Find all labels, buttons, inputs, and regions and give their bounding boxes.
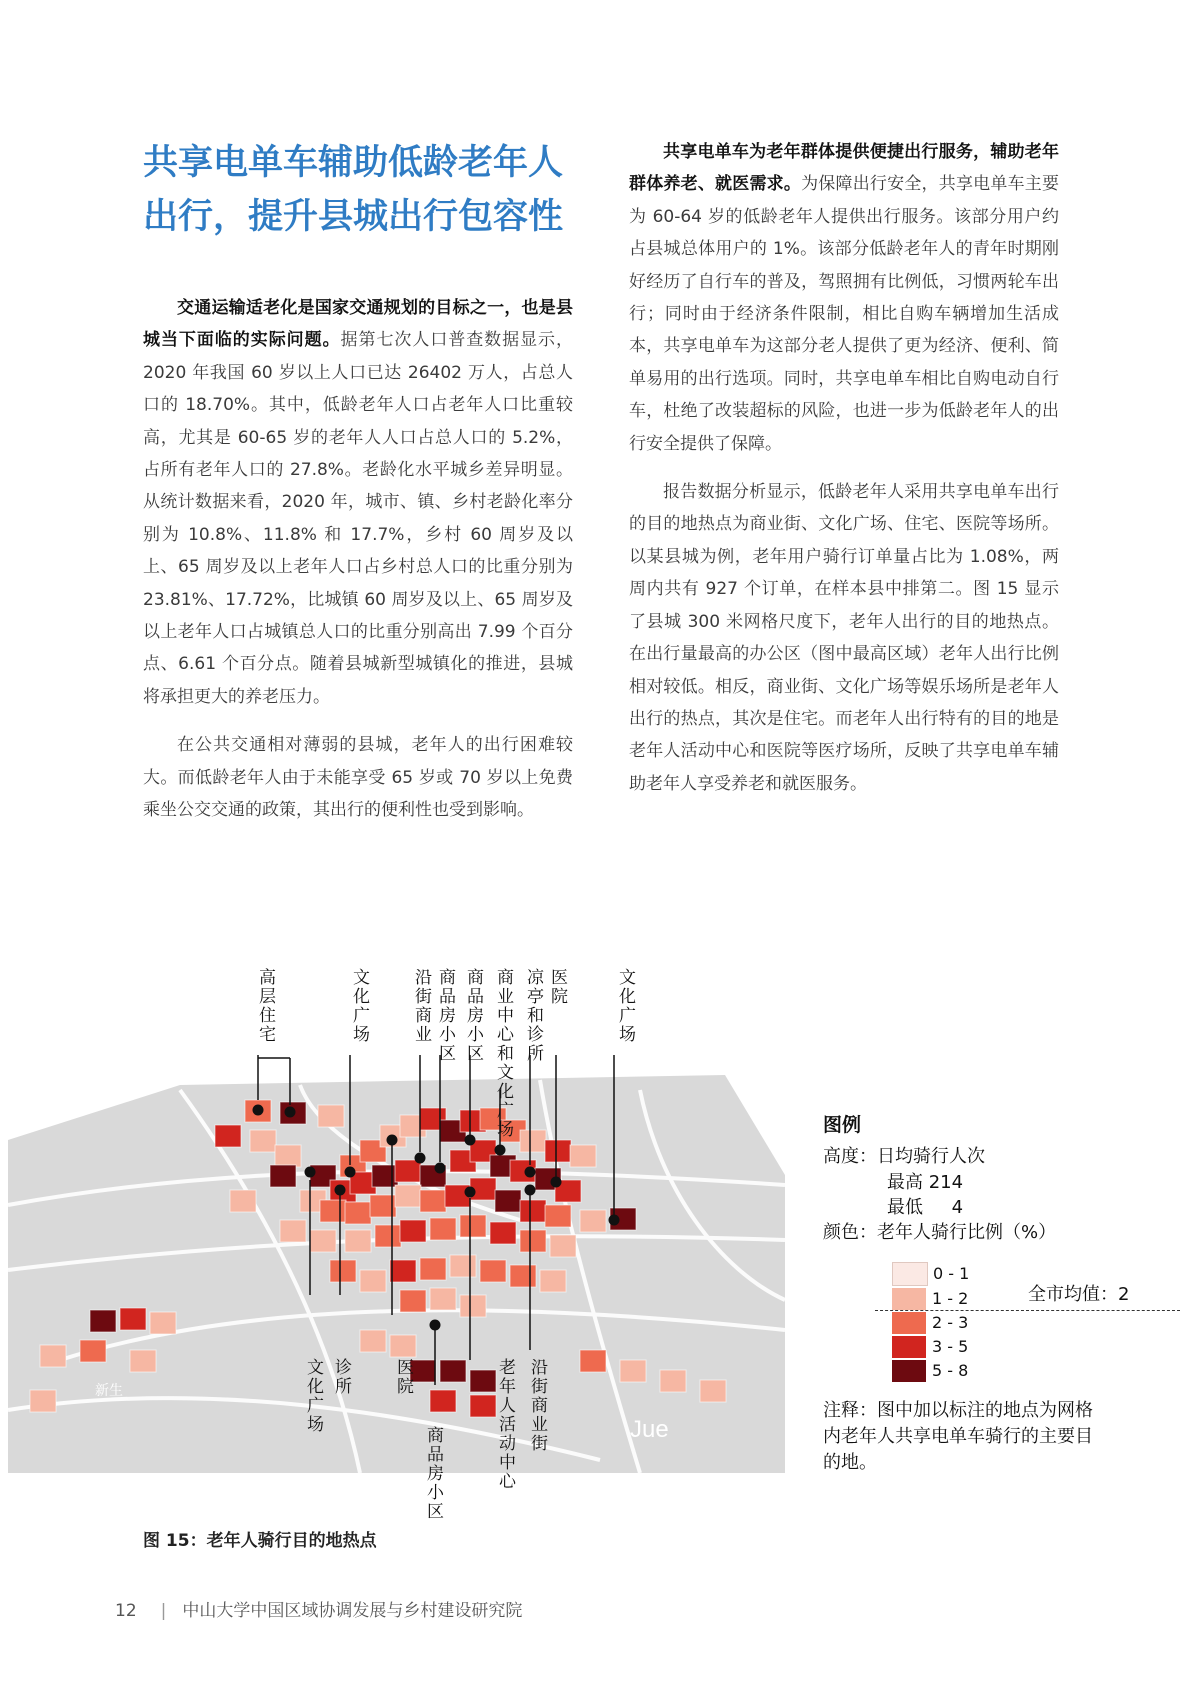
destination-dot	[335, 1185, 346, 1196]
label-culture-square-3: 文化广场	[303, 1358, 323, 1434]
heat-cell	[395, 1160, 421, 1182]
left-paragraph-1-body: 据第七次人口普查数据显示，2020 年我国 60 岁以上人口已达 26402 万人，占总人口的 18.70%。其中，低龄老年人口占老年人口比重较高，尤其是 60-65 岁的老年人人口占总人口的 5.2%，占所有老年人口的 27.8%。老龄化水平城乡差异明显。从统计数据来看，2020 年，城市、镇、乡村老龄化率分别为 10.8%、11.8% 和 17.7%，乡村 60 周岁及以上、65 周岁及以上老年人口占乡村总人口的比重分别为 23.81%、17.72%，比城镇 60 周岁及以上、65 周岁及以上老年人口占城镇总人口的比重分别高出 7.99 个百分点、6.61 个百分点。随着县城新型城镇化的推进，县城将承担更大的养老压力。	[143, 330, 574, 707]
heat-cell	[150, 1312, 176, 1334]
legend-note: 注释：图中加以标注的地点为网格内老年人共享电单车骑行的主要目的地。	[823, 1400, 1093, 1473]
heat-cell	[360, 1270, 386, 1292]
legend-swatch-label: 5 - 8	[932, 1361, 969, 1380]
left-column	[143, 292, 573, 827]
heat-cell	[310, 1230, 336, 1252]
heat-cell	[460, 1295, 486, 1317]
heat-cell	[440, 1360, 466, 1382]
label-street-commercial-street: 沿街商业街	[527, 1358, 547, 1453]
destination-dot	[465, 1187, 476, 1198]
page-footer	[115, 1596, 522, 1621]
legend-swatch-label: 0 - 1	[933, 1264, 970, 1283]
heat-cell	[390, 1260, 416, 1282]
left-paragraph-1-lead: 交通运输适老化是国家交通规划的目标之一，也是县城当下面临的实际问题。	[143, 298, 573, 351]
heat-cell	[430, 1288, 456, 1310]
legend-max: 最高 214	[887, 1172, 964, 1193]
destination-dot	[387, 1135, 398, 1146]
destination-dot	[525, 1167, 536, 1178]
heat-cell	[280, 1220, 306, 1242]
label-hospital-bottom: 医院	[393, 1358, 413, 1396]
heat-cell	[345, 1230, 371, 1252]
heat-cell	[545, 1205, 571, 1227]
legend-swatch-0	[892, 1262, 970, 1286]
destination-dot	[435, 1163, 446, 1174]
heat-cell	[230, 1190, 256, 1212]
destination-dot	[285, 1107, 296, 1118]
destination-dot	[430, 1320, 441, 1331]
right-column	[629, 136, 1059, 800]
heat-cell	[372, 1165, 398, 1187]
heat-cell	[520, 1130, 546, 1152]
page-number: 12	[115, 1601, 137, 1621]
average-line	[875, 1310, 1180, 1311]
heat-cell	[360, 1330, 386, 1352]
heat-cell	[620, 1360, 646, 1382]
legend-title: 图例	[823, 1114, 862, 1136]
average-label: 全市均值：2	[1028, 1284, 1130, 1305]
label-housing-estate-2: 商品房小区	[463, 968, 483, 1063]
heat-cell	[470, 1395, 496, 1417]
legend-height-line: 高度：日均骑行人次	[823, 1146, 985, 1167]
heat-cell	[470, 1370, 496, 1392]
heat-cell	[40, 1345, 66, 1367]
heat-cell	[375, 1225, 401, 1247]
heat-cell	[580, 1210, 606, 1232]
heat-cell	[215, 1125, 241, 1147]
label-pavilion-clinic: 凉亭和诊所	[523, 968, 543, 1063]
heat-cell	[320, 1200, 346, 1222]
heat-cell	[480, 1260, 506, 1282]
heat-cell	[270, 1165, 296, 1187]
label-housing-estate-1: 商品房小区	[435, 968, 455, 1063]
legend-swatch-1	[892, 1288, 969, 1310]
heat-cell	[550, 1235, 576, 1257]
legend-swatches	[892, 1262, 970, 1384]
heat-cell	[430, 1218, 456, 1240]
label-clinic: 诊所	[331, 1358, 351, 1396]
heat-cell	[80, 1340, 106, 1362]
heat-cell	[345, 1202, 371, 1224]
destination-dot	[609, 1215, 620, 1226]
heat-cell	[430, 1390, 456, 1412]
heat-cell	[545, 1140, 571, 1162]
label-culture-square-2: 文化广场	[615, 968, 635, 1044]
heat-cell	[510, 1265, 536, 1287]
heat-cell	[490, 1222, 516, 1244]
heat-cell	[660, 1370, 686, 1392]
heat-cell	[30, 1390, 56, 1412]
heat-cell	[495, 1190, 521, 1212]
legend	[823, 1112, 1123, 1246]
article-title: 共享电单车辅助低龄老年人出行，提升县城出行包容性	[143, 143, 564, 237]
destination-dot	[525, 1185, 536, 1196]
legend-min: 最低 4	[887, 1197, 964, 1218]
heat-cell	[540, 1270, 566, 1292]
footer-institution: 中山大学中国区域协调发展与乡村建设研究院	[182, 1601, 523, 1621]
heat-cell	[460, 1215, 486, 1237]
heat-cell	[400, 1290, 426, 1312]
heat-cell	[275, 1145, 301, 1167]
heat-cell	[570, 1145, 596, 1167]
right-paragraph-1-lead: 共享电单车为老年群体提供便捷出行服务，辅助老年群体养老、就医需求。	[629, 142, 1059, 195]
heat-cell	[580, 1350, 606, 1372]
heat-cell	[520, 1230, 546, 1252]
heat-cell	[120, 1308, 146, 1330]
label-commercial-center: 商业中心和文化广场	[493, 968, 513, 1139]
figure-caption: 图 15：老年人骑行目的地热点	[143, 1531, 377, 1551]
heat-cell	[90, 1310, 116, 1332]
heat-cell	[700, 1380, 726, 1402]
footer-separator: |	[160, 1601, 167, 1621]
heat-cell	[390, 1335, 416, 1357]
legend-swatch-2	[892, 1312, 969, 1334]
right-paragraph-1	[629, 136, 1059, 460]
heat-cell	[520, 1200, 546, 1222]
heat-cell	[330, 1260, 356, 1282]
label-culture-square-1: 文化广场	[349, 968, 369, 1044]
heat-cell	[318, 1105, 344, 1127]
destination-dot	[415, 1153, 426, 1164]
legend-swatch-label: 2 - 3	[932, 1313, 969, 1332]
destination-dot	[253, 1105, 264, 1116]
legend-color-line: 颜色：老年人骑行比例（%）	[823, 1222, 1057, 1243]
label-high-rise-residence: 高层住宅	[255, 968, 275, 1044]
heat-cell	[400, 1220, 426, 1242]
destination-dot	[465, 1135, 476, 1146]
right-paragraph-1-body: 为保障出行安全，共享电单车主要为 60-64 岁的低龄老年人提供出行服务。该部分用户约占县城总体用户的 1%。该部分低龄老年人的青年时期刚好经历了自行车的普及，驾照拥有比例低，习惯两轮车出行；同时由于经济条件限制，相比自购车辆增加生活成本，共享电单车为这部分老人提供了更为经济、便利、简单易用的出行选项。同时，共享电单车相比自购电动自行车，杜绝了改装超标的风险，也进一步为低龄老年人的出行安全提供了保障。	[629, 174, 1060, 454]
label-housing-estate-3: 商品房小区	[423, 1426, 443, 1521]
legend-swatch-label: 1 - 2	[932, 1289, 969, 1308]
heat-cell	[450, 1255, 476, 1277]
label-hospital-top: 医院	[547, 968, 567, 1006]
legend-swatch-4	[892, 1360, 969, 1382]
left-paragraph-2: 在公共交通相对薄弱的县城，老年人的出行困难较大。而低龄老年人由于未能享受 65 岁或 70 岁以上免费乘坐公交交通的政策，其出行的便利性也受到影响。	[143, 735, 573, 821]
destination-dot	[345, 1167, 356, 1178]
label-senior-activity-center: 老年人活动中心	[495, 1358, 515, 1491]
heat-cell	[395, 1185, 421, 1207]
map-text-jue: Jue	[630, 1416, 669, 1443]
destination-dot	[495, 1145, 506, 1156]
heat-cell	[250, 1130, 276, 1152]
destination-dot	[551, 1177, 562, 1188]
map-text-xinsheng: 新生	[95, 1383, 123, 1399]
heat-cell	[130, 1350, 156, 1372]
destination-dot	[305, 1167, 316, 1178]
label-street-commerce: 沿街商业	[411, 968, 431, 1044]
heat-cell	[420, 1258, 446, 1280]
heat-cell	[420, 1190, 446, 1212]
legend-swatch-3	[892, 1336, 969, 1358]
left-paragraph-1	[143, 292, 573, 713]
legend-swatch-label: 3 - 5	[932, 1337, 969, 1356]
right-paragraph-2: 报告数据分析显示，低龄老年人采用共享电单车出行的目的地热点为商业街、文化广场、住宅、医院等场所。以某县城为例，老年用户骑行订单量占比为 1.08%，两周内共有 927 个订单，在样本县中排第二。图 15 显示了县城 300 米网格尺度下，老年人出行的目的地热点。在出行量最高的办公区（图中最高区域）老年人出行比例相对较低。相反，商业街、文化广场等娱乐场所是老年人出行的热点，其次是住宅。而老年人出行特有的目的地是老年人活动中心和医院等医疗场所，反映了共享电单车辅助老年人享受养老和就医服务。	[629, 482, 1059, 794]
